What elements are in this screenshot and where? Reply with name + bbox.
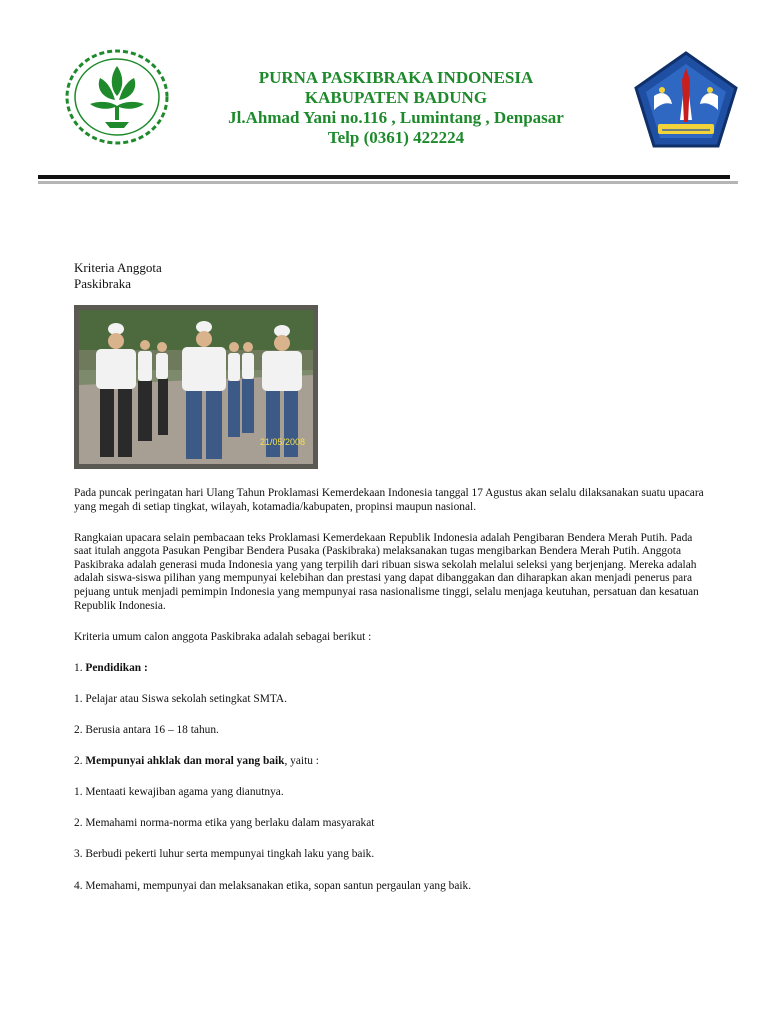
section-suffix: , yaitu : <box>284 755 319 768</box>
list-item: 3. Berbudi pekerti luhur serta mempunyai tingkah laku yang baik. <box>74 848 375 861</box>
phone: Telp (0361) 422224 <box>327 128 465 147</box>
paragraph-intro: Pada puncak peringatan hari Ulang Tahun Proklamasi Kemerdekaan Indonesia tanggal 17 Agustus akan selalu dilaksanakan suatu upacara yang megah di setiap tingkat, wilayah, kotamadia/kabupaten, propinsi maupun nasional. <box>74 487 704 513</box>
list-item: 1. Mentaati kewajiban agama yang dianutnya. <box>74 786 284 799</box>
region-name: KABUPATEN BADUNG <box>304 88 488 107</box>
list-item: 1. Pelajar atau Siswa sekolah setingkat SMTA. <box>74 692 287 705</box>
address: Jl.Ahmad Yani no.116 , Lumintang , Denpasar <box>228 108 564 127</box>
list-item: 2. Berusia antara 16 – 18 tahun. <box>74 724 219 737</box>
header-divider-shadow <box>38 181 738 184</box>
list-item: 2. Memahami norma-norma etika yang berlaku dalam masyarakat <box>74 817 375 830</box>
letterhead <box>180 68 612 148</box>
document-title <box>74 260 162 292</box>
document-body <box>74 487 704 911</box>
paragraph-criteria-intro: Kriteria umum calon anggota Paskibraka adalah sebagai berikut : <box>74 630 372 643</box>
section-number: 1. <box>74 661 83 674</box>
section-heading-morals <box>74 755 704 769</box>
photo-date-stamp: 21/05/2008 <box>260 437 306 447</box>
paskibraka-formation-photo <box>74 305 318 469</box>
section-title: Mempunyai ahklak dan moral yang baik <box>85 755 285 768</box>
section-number: 2. <box>74 755 83 768</box>
title-line-2: Paskibraka <box>74 276 132 291</box>
section-heading-education <box>74 662 704 676</box>
section-title: Pendidikan : <box>85 661 148 674</box>
paskibraka-lotus-emblem-icon <box>60 44 174 150</box>
list-item: 4. Memahami, mempunyai dan melaksanakan etika, sopan santun pergaulan yang baik. <box>74 879 472 892</box>
kabupaten-badung-crest-icon <box>632 50 740 152</box>
org-name: PURNA PASKIBRAKA INDONESIA <box>258 68 534 87</box>
header-divider <box>38 175 730 179</box>
paragraph-ceremony: Rangkaian upacara selain pembacaan teks Proklamasi Kemerdekaan Republik Indonesia adalah Pengibaran Bendera Merah Putih. Pada saat itulah anggota Pasukan Pengibar Bendera Pusaka (Paskibraka) melaksanakan tugas mengibarkan Bendera Merah Putih. Anggota Paskibraka adalah generasi muda Indonesia yang yang terpilih dari ribuan siswa sekolah melalui seleksi yang berjenjang. Mereka adalah adalah siswa-siswa pilihan yang mempunyai kelebihan dan prestasi yang dapat dibanggakan dan diharapkan akan menjadi penerus para pejuang untuk menjadi pemimpin Indonesia yang mempunyai rasa nasionalisme tinggi, selalu menjaga keutuhan, persatuan dan kesatuan Republik Indonesia. <box>74 531 699 612</box>
title-line-1: Kriteria Anggota <box>74 260 162 275</box>
